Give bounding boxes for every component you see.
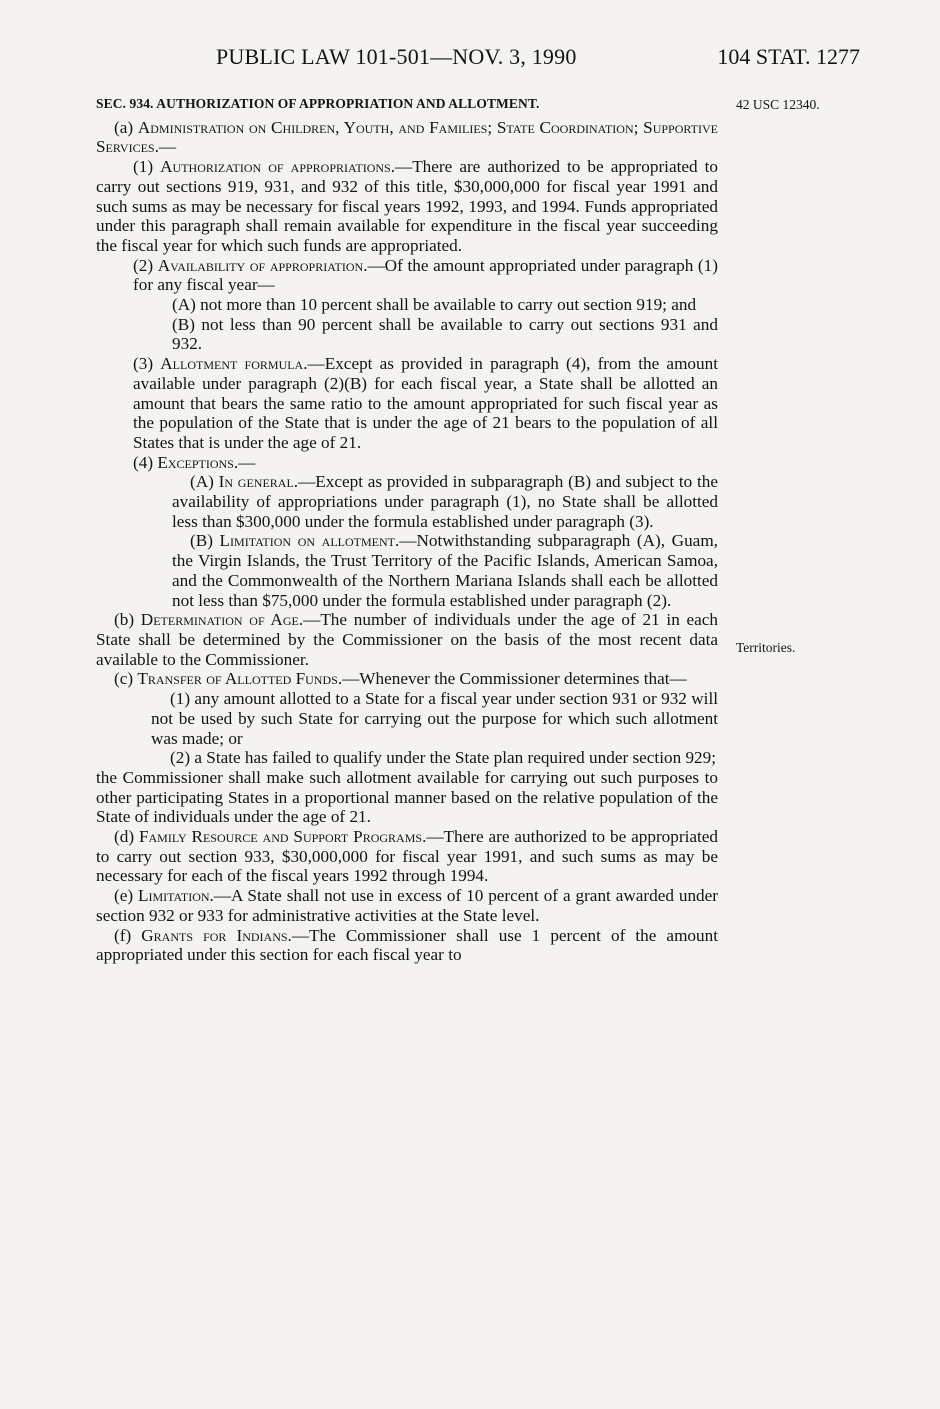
para-text: not less than 90 percent shall be available to carry out sections 931 and 932. xyxy=(172,314,718,354)
para-lead: (A) xyxy=(172,295,201,315)
para-lead: (d) xyxy=(114,827,139,847)
para-lead: (A) xyxy=(190,472,219,492)
para-heading: Authorization of appropriations xyxy=(160,157,391,177)
para-lead: (a) xyxy=(114,117,138,137)
para-heading: Transfer of Allotted Funds xyxy=(137,669,338,689)
para-text: .—A State shall not use in excess of 10 percent of a grant awarded under section 932 or 933 for administrative activities at the State level. xyxy=(96,886,718,925)
margin-note-usc: 42 USC 12340. xyxy=(736,97,820,112)
header-title: PUBLIC LAW 101-501—NOV. 3, 1990 xyxy=(216,44,577,69)
paragraph-c-continuation xyxy=(96,768,718,827)
paragraph-d xyxy=(96,827,718,886)
para-lead: (2) xyxy=(170,748,195,768)
para-text: .— xyxy=(154,137,177,157)
para-text: .—Whenever the Commissioner determines that— xyxy=(337,669,687,689)
para-text: .—Notwithstanding subparagraph (A), Guam, the Virgin Islands, the Trust Territory of the Pacific Islands, American Samoa, and the Commonwealth of the Northern Mariana Islands shall each be allotted not less than $75,000 under the formula established under paragraph (2). xyxy=(172,531,718,610)
para-text: any amount allotted to a State for a fiscal year under section 931 or 932 will not be used by such State for carrying out the purpose for which such allotment was made; or xyxy=(151,689,718,748)
paragraph-a xyxy=(96,118,718,157)
section-heading: SEC. 934. AUTHORIZATION OF APPROPRIATION AND ALLOTMENT. xyxy=(96,96,540,111)
para-text: the Commissioner shall make such allotment available for carrying out such purposes to other participating States in a proportional manner based on the relative population of the State of individuals under the age of 21. xyxy=(96,767,718,827)
para-lead: (4) xyxy=(133,452,158,472)
paragraph-c-2 xyxy=(96,748,718,768)
paragraph-f xyxy=(96,926,718,965)
paragraph-b xyxy=(96,610,718,669)
paragraph-a-4-A xyxy=(96,472,718,531)
paragraph-c xyxy=(96,669,718,689)
para-heading: Allotment formula xyxy=(160,354,304,374)
paragraph-a-2 xyxy=(96,256,718,295)
para-text: a State has failed to qualify under the State plan required under section 929; xyxy=(194,748,717,768)
para-heading: Determination of Age xyxy=(140,610,299,630)
para-lead: (1) xyxy=(133,157,161,177)
para-heading: Grants for Indians xyxy=(141,925,288,945)
para-heading: Administration on Children, Youth, and Families; State Coordination; Supportive Services xyxy=(96,117,719,157)
para-lead: (b) xyxy=(114,610,141,630)
para-lead: (c) xyxy=(114,669,138,689)
para-heading: Exceptions xyxy=(157,452,234,472)
document-body xyxy=(96,94,718,965)
para-text: .—There are authorized to be appropriated to carry out section 933, $30,000,000 for fiscal year 1991, and such sums as may be necessary for each of the fiscal years 1992 through 1994. xyxy=(96,827,718,886)
paragraph-a-2-A xyxy=(96,295,718,315)
paragraph-a-3 xyxy=(96,354,718,453)
para-heading: Limitation on allotment xyxy=(219,531,395,551)
para-lead: (1) xyxy=(170,689,195,709)
para-lead: (B) xyxy=(190,531,220,551)
para-lead: (3) xyxy=(133,354,161,374)
page-header xyxy=(96,44,864,74)
para-text: .—The number of individuals under the age of 21 in each State shall be determined by the Commissioner on the basis of the most recent data available to the Commissioner. xyxy=(96,610,719,669)
para-text: not more than 10 percent shall be available to carry out section 919; and xyxy=(200,295,697,315)
para-heading: Limitation xyxy=(138,886,210,906)
para-lead: (B) xyxy=(172,314,202,334)
paragraph-c-1 xyxy=(96,689,718,748)
para-heading: Family Resource and Support Programs xyxy=(138,827,423,847)
para-text: .—The Commissioner shall use 1 percent of the amount appropriated under this section for each fiscal year to xyxy=(96,925,718,965)
header-stat-citation: 104 STAT. 1277 xyxy=(717,44,860,69)
para-text: .—There are authorized to be appropriated to carry out sections 919, 931, and 932 of this title, $30,000,000 for fiscal year 1991 and such sums as may be necessary for fiscal years 1992, 1993, and 1994. Funds appropriated under this paragraph shall remain available for expenditure in the fiscal year succeeding the fiscal year for which such funds are appropriated. xyxy=(96,157,719,255)
para-text: .—Except as provided in paragraph (4), from the amount available under paragraph (2)(B) for each fiscal year, a State shall be allotted an amount that bears the same ratio to the amount appropriated for such fiscal year as the population of the State that is under the age of 21 bears to the population of all States that is under the age of 21. xyxy=(133,354,718,452)
paragraph-a-4 xyxy=(96,453,718,473)
paragraph-a-2-B xyxy=(96,315,718,354)
para-heading: In general xyxy=(218,472,294,492)
paragraph-a-4-B xyxy=(96,531,718,610)
paragraph-a-1 xyxy=(59,157,718,256)
para-text: .—Of the amount appropriated under paragraph (1) for any fiscal year— xyxy=(133,255,718,295)
para-lead: (e) xyxy=(114,886,138,906)
paragraph-e xyxy=(96,886,718,925)
para-text: .— xyxy=(233,452,256,472)
para-heading: Availability of appropriation xyxy=(157,255,364,275)
para-lead: (f) xyxy=(114,925,142,945)
para-text: .—Except as provided in subparagraph (B) and subject to the availability of appropriations under paragraph (1), no State shall be allotted less than $300,000 under the formula established under paragraph (3). xyxy=(172,472,718,531)
margin-note-territories: Territories. xyxy=(736,640,796,655)
para-lead: (2) xyxy=(133,255,158,275)
